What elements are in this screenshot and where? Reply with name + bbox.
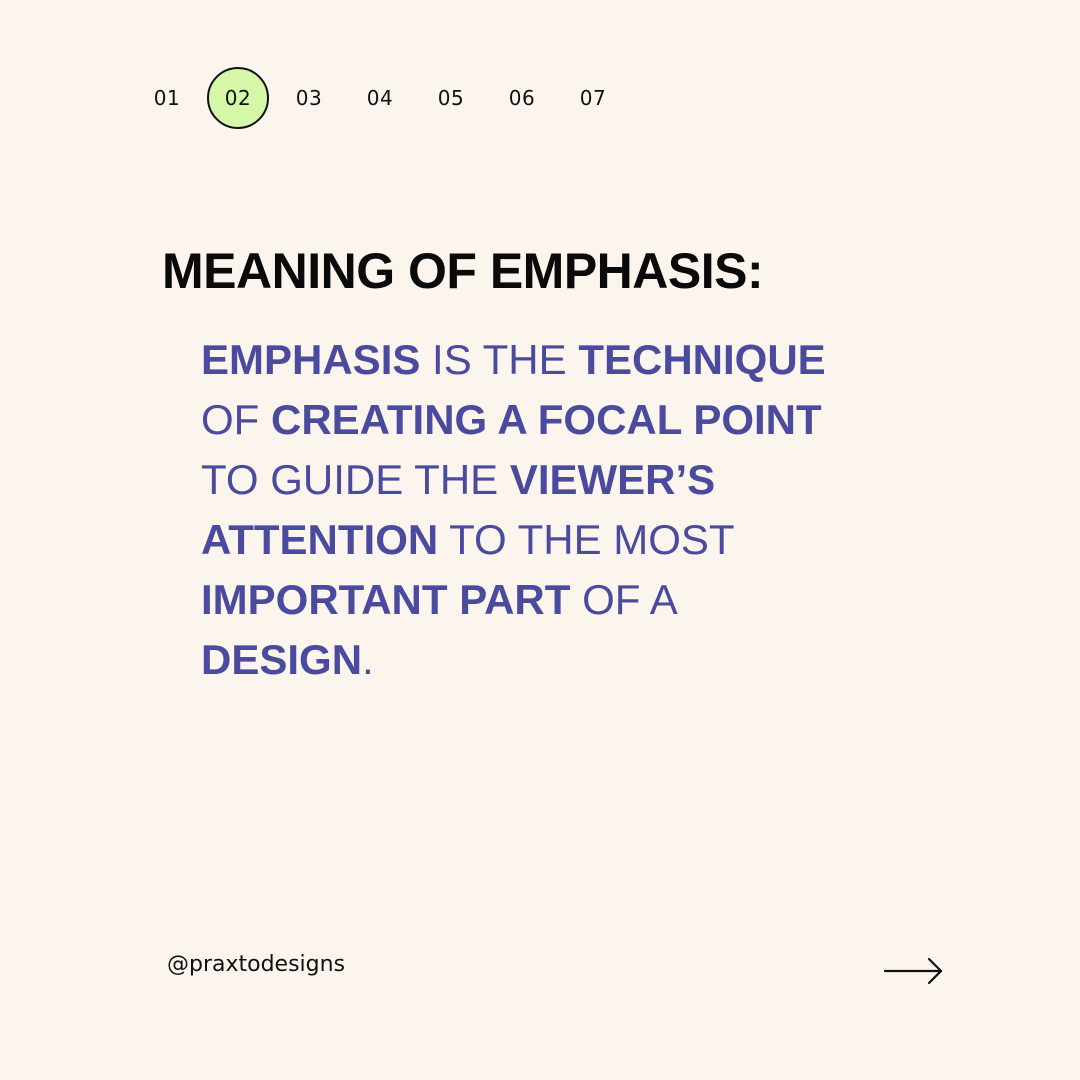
page-indicator-05[interactable]: 05 (437, 86, 465, 110)
definition-line-6 (201, 630, 901, 690)
definition-segment: VIEWER’S (509, 456, 716, 503)
definition-line-1 (201, 330, 901, 390)
definition-segment: ATTENTION (201, 516, 439, 563)
next-slide-button[interactable] (882, 953, 946, 989)
page-indicator-06[interactable]: 06 (508, 86, 536, 110)
definition-segment: . (362, 636, 374, 683)
page-indicator-03[interactable]: 03 (295, 86, 323, 110)
definition-segment: EMPHASIS (201, 336, 421, 383)
definition-segment: TO GUIDE THE (201, 456, 510, 503)
definition-segment: TECHNIQUE (578, 336, 826, 383)
definition-line-3 (201, 450, 901, 510)
definition-segment: DESIGN (201, 636, 363, 683)
page-indicator-01[interactable]: 01 (153, 86, 181, 110)
page-title: MEANING OF EMPHASIS: (162, 243, 764, 299)
page-indicator-02[interactable]: 02 (207, 67, 269, 129)
page-indicator-04[interactable]: 04 (366, 86, 394, 110)
definition-segment: OF (201, 396, 271, 443)
arrow-right-icon (882, 953, 946, 989)
definition-line-4 (201, 510, 901, 570)
definition-segment: IS THE (420, 336, 579, 383)
account-handle[interactable]: @praxtodesigns (167, 952, 346, 977)
page-indicator-07[interactable]: 07 (579, 86, 607, 110)
definition-segment: CREATING A FOCAL POINT (271, 396, 822, 443)
definition-line-2 (201, 390, 901, 450)
definition-text (201, 330, 901, 690)
definition-segment: IMPORTANT PART (201, 576, 571, 623)
pagination (136, 67, 633, 129)
definition-segment: OF A (570, 576, 678, 623)
definition-segment: TO THE MOST (438, 516, 735, 563)
definition-line-5 (201, 570, 901, 630)
